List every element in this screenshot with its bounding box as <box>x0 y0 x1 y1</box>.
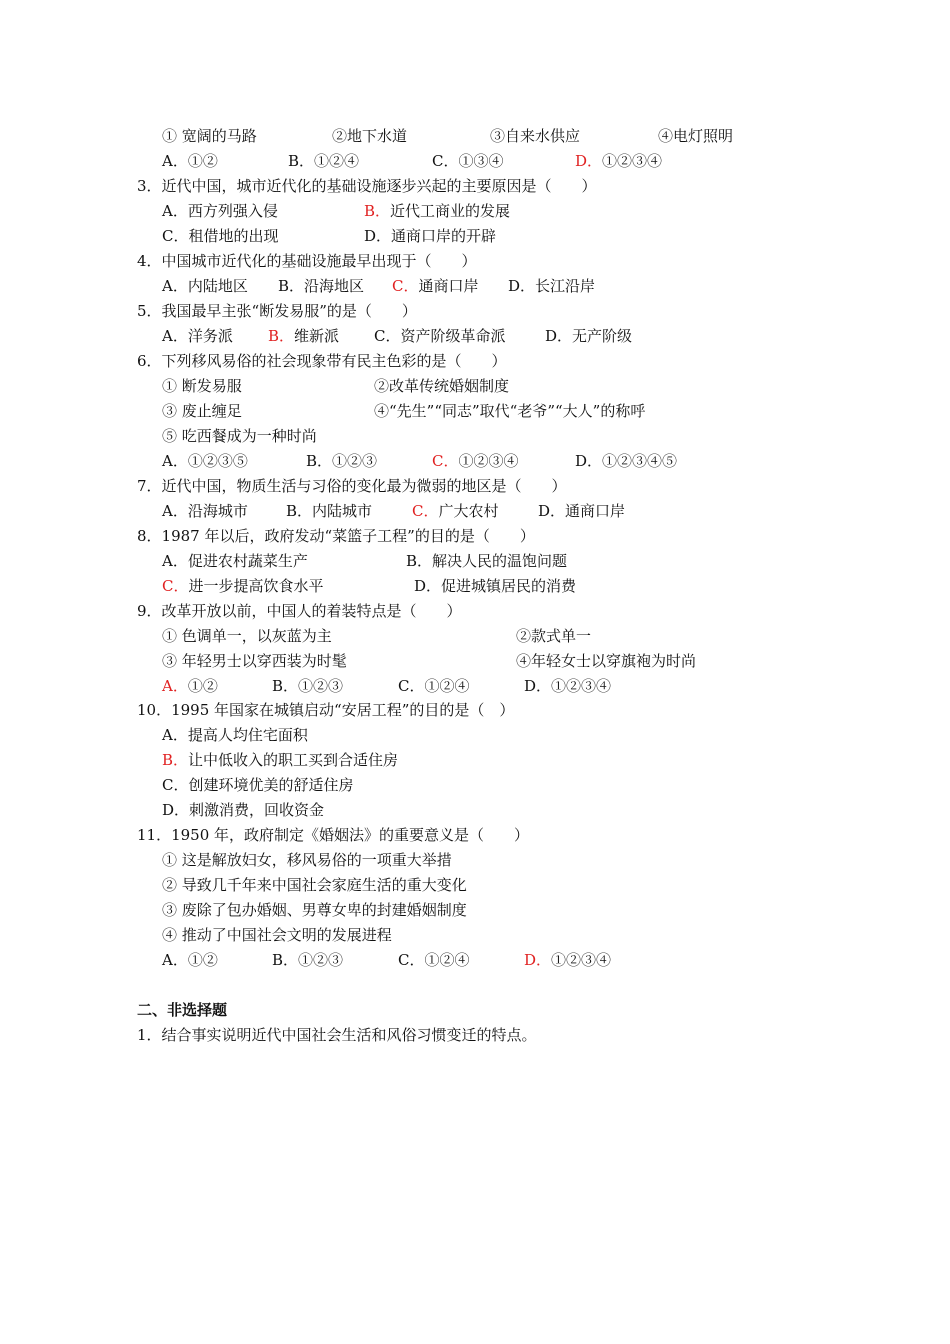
q7-choice-c: C．广大农村 <box>412 502 499 520</box>
q9-option-1: ① 色调单一，以灰蓝为主 <box>162 627 332 645</box>
q10-choice-b: B．让中低收入的职工买到合适住房 <box>162 751 399 769</box>
q8-choice-c: C．进一步提高饮食水平 <box>162 577 324 595</box>
q9-choice-d: D．①②③④ <box>524 677 612 695</box>
q11-choice-d: D．①②③④ <box>524 951 612 969</box>
q10-stem: 10．1995 年国家在城镇启动“安居工程”的目的是（ ） <box>137 701 515 719</box>
q10-choice-d: D．刺激消费，回收资金 <box>162 801 325 819</box>
q9-choice-b: B．①②③ <box>272 677 344 695</box>
q6-options-row2 <box>0 401 950 421</box>
q8-choice-d: D．促进城镇居民的消费 <box>414 577 577 595</box>
q6-option-3: ③ 废止缠足 <box>162 402 242 420</box>
q8-choice-a: A．促进农村蔬菜生产 <box>162 552 308 570</box>
q11-option-2: ② 导致几千年来中国社会家庭生活的重大变化 <box>162 876 467 894</box>
q6-option-1: ① 断发易服 <box>162 377 242 395</box>
q3-answer-letter: B． <box>364 202 391 220</box>
q11-choices <box>0 950 950 970</box>
q6-option-2: ②改革传统婚姻制度 <box>374 377 510 395</box>
q2-choices <box>0 151 950 171</box>
q11-choice-b: B．①②③ <box>272 951 344 969</box>
q4-choices <box>0 276 950 296</box>
q9-option-2: ②款式单一 <box>516 627 592 645</box>
section-title: 二、非选择题 <box>137 1001 228 1019</box>
q5-choice-c: C．资产阶级革命派 <box>374 327 506 345</box>
q7-choice-b: B．内陆城市 <box>286 502 373 520</box>
q6-choice-a: A．①②③⑤ <box>162 452 248 470</box>
q6-stem: 6．下列移风易俗的社会现象带有民主色彩的是（ ） <box>137 352 507 370</box>
q9-options-row2 <box>0 651 950 671</box>
q4-choice-c: C．通商口岸 <box>392 277 479 295</box>
q2-option-4: ④电灯照明 <box>658 127 734 145</box>
q3-choices-row2 <box>0 226 950 246</box>
q7-choice-a: A．沿海城市 <box>162 502 248 520</box>
q8-choices-row1 <box>0 551 950 571</box>
q9-answer-letter: A． <box>162 677 188 695</box>
q11-choice-a: A．①② <box>162 951 218 969</box>
q5-stem: 5．我国最早主张“断发易服”的是（ ） <box>137 302 417 320</box>
q9-options-row1 <box>0 626 950 646</box>
q10-choice-a: A．提高人均住宅面积 <box>162 726 308 744</box>
q9-choices <box>0 676 950 696</box>
q10-choice-c: C．创建环境优美的舒适住房 <box>162 776 354 794</box>
q2-choice-a: A．①② <box>162 152 218 170</box>
q6-choice-d: D．①②③④⑤ <box>575 452 678 470</box>
q8-choices-row2 <box>0 576 950 596</box>
section2-question-1: 1．结合事实说明近代中国社会生活和风俗习惯变迁的特点。 <box>137 1026 537 1044</box>
q9-stem: 9．改革开放以前，中国人的着装特点是（ ） <box>137 602 462 620</box>
q9-choice-c: C．①②④ <box>398 677 470 695</box>
q9-choice-a: A．①② <box>162 677 218 695</box>
q2-option-3: ③自来水供应 <box>490 127 581 145</box>
q7-stem: 7．近代中国，物质生活与习俗的变化最为微弱的地区是（ ） <box>137 477 567 495</box>
q2-answer-letter: D． <box>575 152 603 170</box>
q5-choices <box>0 326 950 346</box>
q2-option-1: ① 宽阔的马路 <box>162 127 257 145</box>
q9-option-4: ④年轻女士以穿旗袍为时尚 <box>516 652 697 670</box>
q8-stem: 8．1987 年以后，政府发动“菜篮子工程”的目的是（ ） <box>137 527 535 545</box>
q2-choice-d: D．①②③④ <box>575 152 663 170</box>
q3-choice-b: B．近代工商业的发展 <box>364 202 511 220</box>
q3-stem: 3．近代中国，城市近代化的基础设施逐步兴起的主要原因是（ ） <box>137 177 597 195</box>
q4-choice-d: D．长江沿岸 <box>508 277 596 295</box>
q2-options-line <box>0 126 950 146</box>
q3-choices-row1 <box>0 201 950 221</box>
q5-answer-letter: B． <box>268 327 295 345</box>
q3-choice-c: C．租借地的出现 <box>162 227 279 245</box>
q8-answer-letter: C． <box>162 577 189 595</box>
q5-choice-b: B．维新派 <box>268 327 340 345</box>
q11-choice-c: C．①②④ <box>398 951 470 969</box>
q5-choice-a: A．洋务派 <box>162 327 233 345</box>
q4-stem: 4．中国城市近代化的基础设施最早出现于（ ） <box>137 252 477 270</box>
q11-option-1: ① 这是解放妇女，移风易俗的一项重大举措 <box>162 851 452 869</box>
q6-option-5: ⑤ 吃西餐成为一种时尚 <box>162 427 317 445</box>
q8-choice-b: B．解决人民的温饱问题 <box>406 552 568 570</box>
q2-option-2: ②地下水道 <box>332 127 408 145</box>
q11-answer-letter: D． <box>524 951 552 969</box>
q4-choice-a: A．内陆地区 <box>162 277 248 295</box>
q6-options-row1 <box>0 376 950 396</box>
q4-answer-letter: C． <box>392 277 419 295</box>
q9-option-3: ③ 年轻男士以穿西装为时髦 <box>162 652 347 670</box>
q3-choice-d: D．通商口岸的开辟 <box>364 227 497 245</box>
q3-choice-a: A．西方列强入侵 <box>162 202 278 220</box>
q6-options-row3 <box>0 426 950 446</box>
q7-choices <box>0 501 950 521</box>
q4-choice-b: B．沿海地区 <box>278 277 365 295</box>
q11-stem: 11．1950 年，政府制定《婚姻法》的重要意义是（ ） <box>137 826 530 844</box>
q11-option-4: ④ 推动了中国社会文明的发展进程 <box>162 926 392 944</box>
q5-choice-d: D．无产阶级 <box>545 327 633 345</box>
q7-choice-d: D．通商口岸 <box>538 502 626 520</box>
q6-option-4: ④“先生”“同志”取代“老爷”“大人”的称呼 <box>374 402 646 420</box>
q6-answer-letter: C． <box>432 452 459 470</box>
q6-choices <box>0 451 950 471</box>
q6-choice-b: B．①②③ <box>306 452 378 470</box>
q10-answer-letter: B． <box>162 751 189 769</box>
q2-choice-b: B．①②④ <box>288 152 360 170</box>
q2-choice-c: C．①③④ <box>432 152 504 170</box>
q11-option-3: ③ 废除了包办婚姻、男尊女卑的封建婚姻制度 <box>162 901 467 919</box>
q6-choice-c: C．①②③④ <box>432 452 519 470</box>
q7-answer-letter: C． <box>412 502 439 520</box>
